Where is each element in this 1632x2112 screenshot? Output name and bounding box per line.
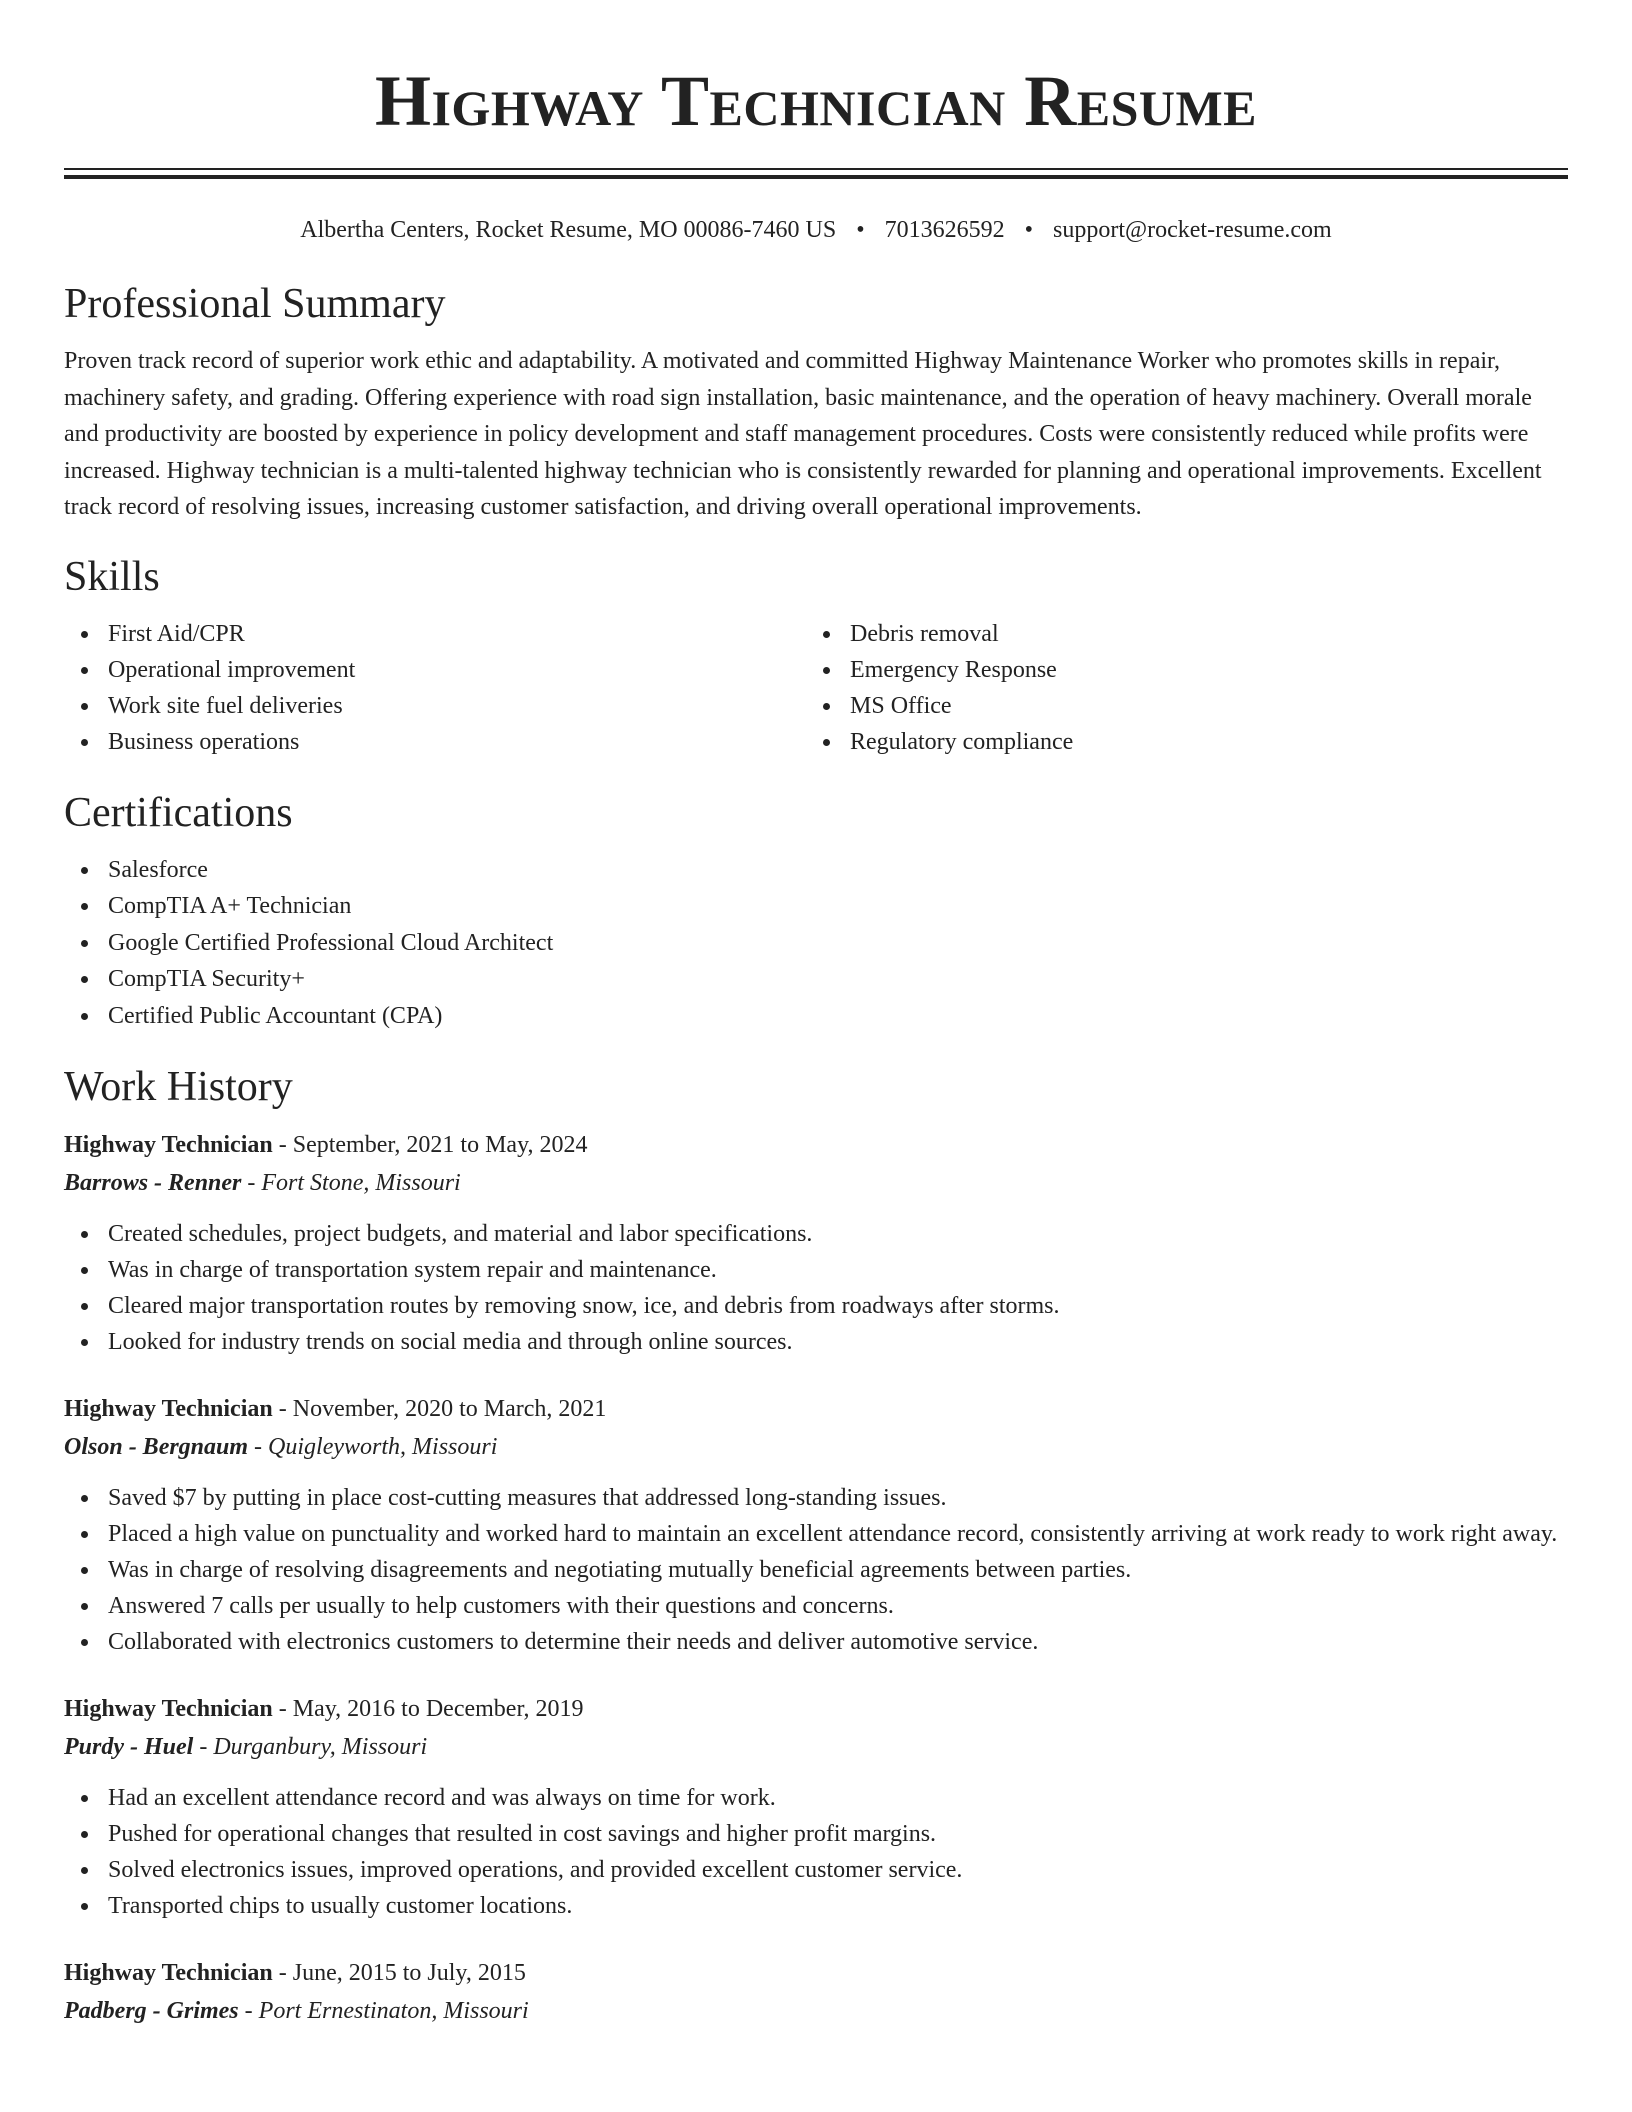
job-entry [64,1690,1568,1924]
certification-item: Certified Public Accountant (CPA) [64,998,1568,1035]
job-title-line: Highway Technician - November, 2020 to March, 2021 [64,1396,607,1423]
contact-separator: • [856,217,865,243]
job-bullet: Was in charge of transportation system repair and maintenance. [64,1252,1568,1288]
skill-item: Emergency Response [806,652,1548,688]
job-title-line: Highway Technician - September, 2021 to May, 2024 [64,1132,588,1159]
job-bullet: Answered 7 calls per usually to help customers with their questions and concerns. [64,1588,1568,1624]
job-entry [64,1126,1568,1360]
job-bullet: Was in charge of resolving disagreements and negotiating mutually beneficial agreements between parties. [64,1552,1568,1588]
skill-item: Operational improvement [64,652,806,688]
skills-list-left [64,616,806,760]
job-location: Quigleyworth, Missouri [268,1434,498,1461]
job-company: Olson - Bergnaum [64,1434,249,1461]
job-bullet: Had an excellent attendance record and was always on time for work. [64,1780,1568,1816]
job-dates: June, 2015 to July, 2015 [292,1960,526,1987]
job-bullet: Looked for industry trends on social media and through online sources. [64,1324,1568,1360]
job-entry [64,1390,1568,1660]
job-company: Purdy - Huel [64,1734,194,1761]
work-history-heading: Work History [64,1064,293,1111]
contact-phone: 7013626592 [884,217,1005,243]
job-company-line: Padberg - Grimes - Port Ernestinaton, Missouri [64,1998,529,2025]
skills-heading: Skills [64,553,160,600]
job-bullets [64,1216,1568,1360]
job-company-line: Purdy - Huel - Durganbury, Missouri [64,1734,428,1761]
skill-item: MS Office [806,688,1548,724]
job-bullets [64,1780,1568,1924]
job-bullet: Created schedules, project budgets, and material and labor specifications. [64,1216,1568,1252]
job-location: Port Ernestinaton, Missouri [258,1998,529,2025]
summary-text: Proven track record of superior work ethic and adaptability. A motivated and committed Highway Maintenance Worker who promotes skills in repair, machinery safety, and grading. Offering experience with road sign installation, basic maintenance, and the operation of heavy machinery. Overall morale and productivity are boosted by experience in policy development and staff management procedures. Costs were consistently reduced while profits were increased. Highway technician is a multi-talented highway technician who is consistently rewarded for planning and operational improvements. Excellent track record of resolving issues, increasing customer satisfaction, and driving overall operational improvements. [64,348,1542,520]
skills-list-right [806,616,1548,760]
certifications-list [64,852,1568,1035]
job-company: Padberg - Grimes [64,1998,239,2025]
skill-item: Work site fuel deliveries [64,688,806,724]
certifications-heading: Certifications [64,789,293,836]
job-entry [64,1954,1568,2030]
job-title: Highway Technician [64,1696,273,1723]
job-bullet: Solved electronics issues, improved operations, and provided excellent customer service. [64,1852,1568,1888]
job-bullet: Collaborated with electronics customers to determine their needs and deliver automotive service. [64,1624,1568,1660]
certification-item: Google Certified Professional Cloud Architect [64,925,1568,962]
job-dates: September, 2021 to May, 2024 [292,1132,588,1159]
job-bullets [64,1480,1568,1660]
skill-item: First Aid/CPR [64,616,806,652]
skill-item: Debris removal [806,616,1548,652]
skill-item: Business operations [64,724,806,760]
job-bullet: Pushed for operational changes that resulted in cost savings and higher profit margins. [64,1816,1568,1852]
job-bullet: Saved $7 by putting in place cost-cutting measures that addressed long-standing issues. [64,1480,1568,1516]
contact-email: support@rocket-resume.com [1053,217,1332,243]
job-bullet: Placed a high value on punctuality and worked hard to maintain an excellent attendance record, consistently arriving at work ready to work right away. [64,1516,1568,1552]
job-location: Durganbury, Missouri [213,1734,428,1761]
job-company: Barrows - Renner [64,1170,242,1197]
skills-grid [64,616,1568,760]
contact-separator: • [1024,217,1034,243]
resume-title: Highway Technician Resume [374,61,1258,141]
job-title-line: Highway Technician - May, 2016 to December, 2019 [64,1696,584,1723]
job-company-line: Barrows - Renner - Fort Stone, Missouri [64,1170,461,1197]
job-dates: November, 2020 to March, 2021 [292,1396,607,1423]
job-title: Highway Technician [64,1132,273,1159]
job-title-line: Highway Technician - June, 2015 to July, 2015 [64,1960,526,1987]
certification-item: CompTIA A+ Technician [64,888,1568,925]
job-dates: May, 2016 to December, 2019 [292,1696,584,1723]
job-title: Highway Technician [64,1396,273,1423]
job-location: Fort Stone, Missouri [261,1170,461,1197]
title-divider [64,168,1568,179]
contact-address: Albertha Centers, Rocket Resume, MO 00086-7460 US [300,217,837,243]
job-company-line: Olson - Bergnaum - Quigleyworth, Missouri [64,1434,498,1461]
job-title: Highway Technician [64,1960,273,1987]
skill-item: Regulatory compliance [806,724,1548,760]
summary-heading: Professional Summary [64,281,446,327]
job-bullet: Transported chips to usually customer locations. [64,1888,1568,1924]
job-bullet: Cleared major transportation routes by removing snow, ice, and debris from roadways after storms. [64,1288,1568,1324]
certification-item: Salesforce [64,852,1568,889]
contact-line [64,215,1568,245]
certification-item: CompTIA Security+ [64,961,1568,998]
